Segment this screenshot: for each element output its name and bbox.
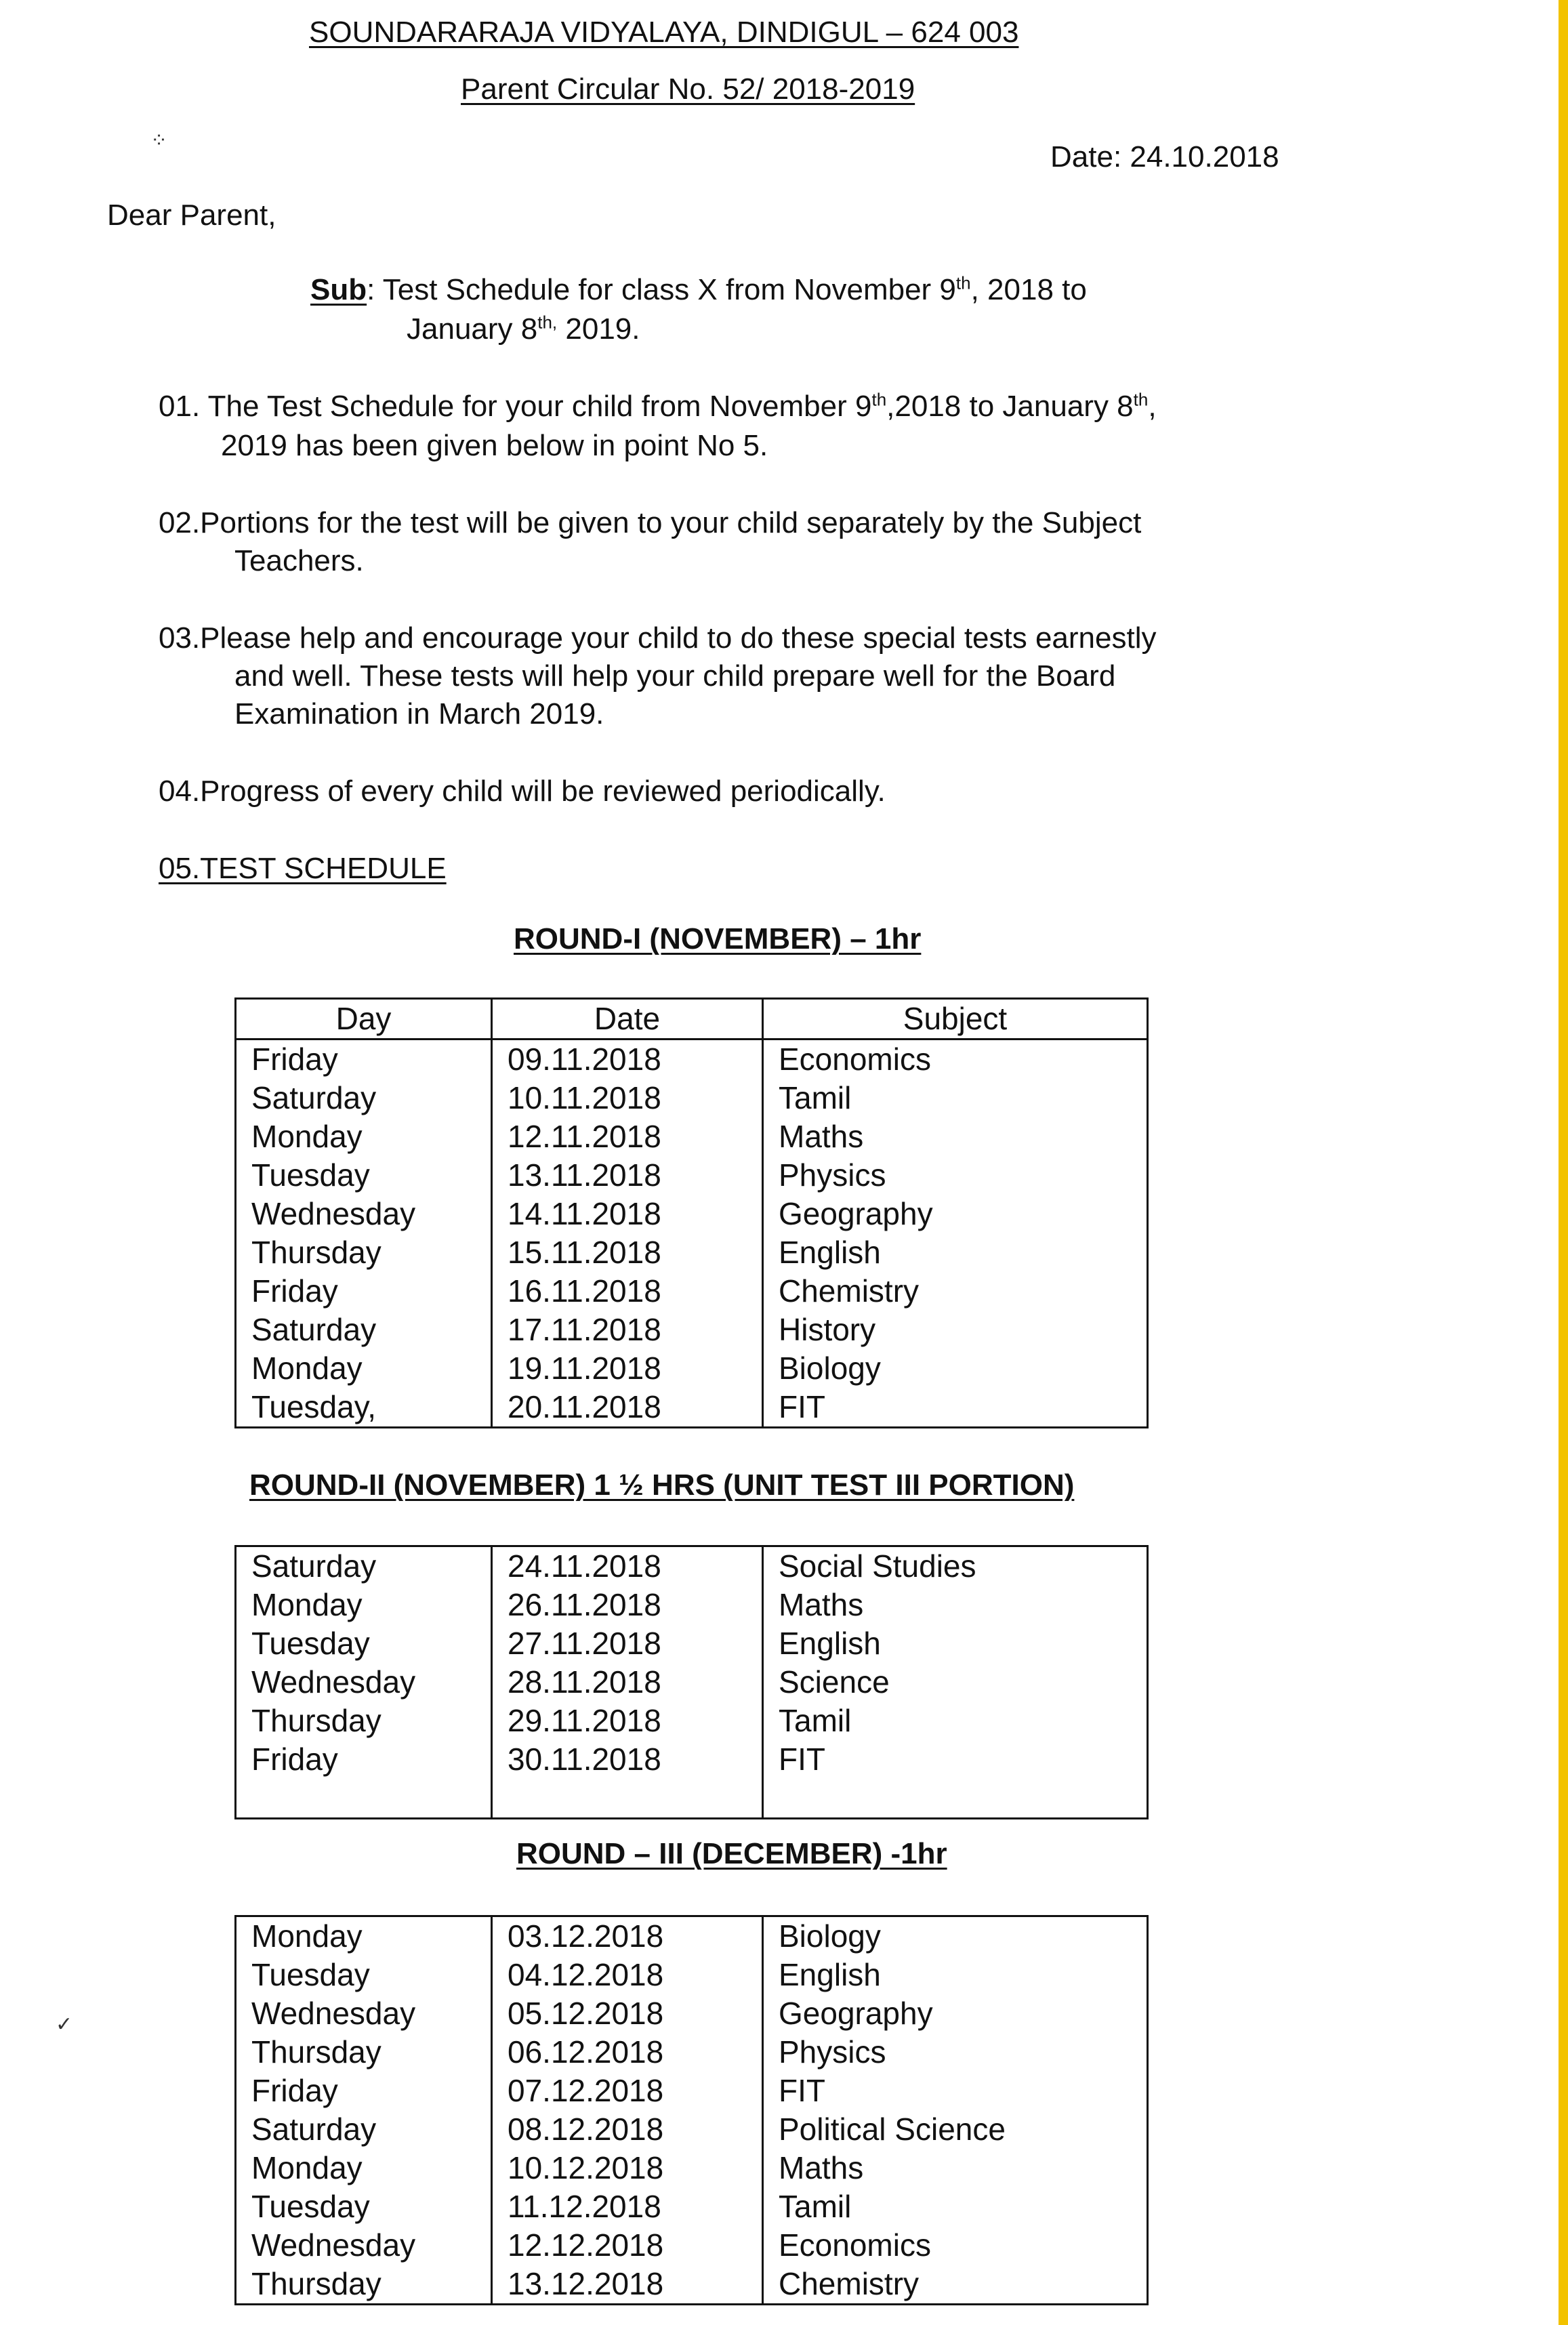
point-03: 03.Please help and encourage your child to do these special tests earnestly (159, 621, 1157, 655)
point-04: 04.Progress of every child will be reviewed periodically. (159, 775, 886, 808)
table-row (236, 1079, 1148, 1117)
date-cell: 05.12.2018 (492, 1994, 763, 2033)
school-name: SOUNDARARAJA VIDYALAYA, DINDIGUL – 624 003 (309, 16, 1019, 49)
ink-speck: ✓ (56, 2013, 73, 2036)
table-row (236, 1272, 1148, 1311)
column-header-date: Date (492, 999, 763, 1040)
day-cell: Monday (236, 2149, 492, 2187)
date-cell: 26.11.2018 (492, 1586, 763, 1624)
subject-cell: Maths (763, 1117, 1148, 1156)
point-03-cont: and well. These tests will help your child prepare well for the Board (234, 659, 1116, 693)
table-row (236, 1702, 1148, 1740)
subject-cell: Biology (763, 1349, 1148, 1388)
date-cell: 30.11.2018 (492, 1740, 763, 1779)
subject-cell: Social Studies (763, 1546, 1148, 1586)
round3-table (234, 1915, 1149, 2305)
subject-cell: Geography (763, 1994, 1148, 2033)
subject-cell: FIT (763, 1388, 1148, 1428)
table-row (236, 2110, 1148, 2149)
round1-table (234, 997, 1149, 1428)
day-cell: Tuesday (236, 2187, 492, 2226)
subject-line-2: January $8^{th,}$ 2019. (407, 312, 640, 346)
date-cell: 12.11.2018 (492, 1117, 763, 1156)
table-row (236, 2033, 1148, 2072)
date-cell: 07.12.2018 (492, 2072, 763, 2110)
date-cell: 10.12.2018 (492, 2149, 763, 2187)
subject-cell: Maths (763, 1586, 1148, 1624)
day-cell: Wednesday (236, 1663, 492, 1702)
subject-cell: Economics (763, 1040, 1148, 1079)
round3-title: ROUND – III (DECEMBER) -1hr (516, 1837, 947, 1870)
subject-cell: Chemistry (763, 2265, 1148, 2305)
table-row (236, 1117, 1148, 1156)
table-row (236, 1233, 1148, 1272)
date-cell: 28.11.2018 (492, 1663, 763, 1702)
day-cell: Wednesday (236, 1994, 492, 2033)
date-cell: 04.12.2018 (492, 1956, 763, 1994)
subject-cell: Tamil (763, 1702, 1148, 1740)
table-row (236, 1994, 1148, 2033)
day-cell: Saturday (236, 1546, 492, 1586)
subject-cell (763, 1779, 1148, 1819)
subject-cell: Economics (763, 2226, 1148, 2265)
day-cell: Monday (236, 1117, 492, 1156)
table-row (236, 2226, 1148, 2265)
subject-cell: History (763, 1311, 1148, 1349)
date-cell: 29.11.2018 (492, 1702, 763, 1740)
day-cell: Tuesday (236, 1624, 492, 1663)
date-cell: 14.11.2018 (492, 1195, 763, 1233)
point-05-heading: 05.TEST SCHEDULE (159, 852, 447, 885)
date-cell (492, 1779, 763, 1819)
day-cell: Friday (236, 1272, 492, 1311)
day-cell: Saturday (236, 1079, 492, 1117)
table-row (236, 1311, 1148, 1349)
table-row (236, 1663, 1148, 1702)
subject-cell: English (763, 1233, 1148, 1272)
day-cell: Monday (236, 1349, 492, 1388)
table-row (236, 2187, 1148, 2226)
subject-label: Sub (310, 273, 367, 306)
date-cell: 12.12.2018 (492, 2226, 763, 2265)
table-row (236, 1349, 1148, 1388)
day-cell: Tuesday (236, 1156, 492, 1195)
table-row (236, 2072, 1148, 2110)
day-cell: Tuesday (236, 1956, 492, 1994)
date-cell: 03.12.2018 (492, 1916, 763, 1956)
subject-cell: English (763, 1956, 1148, 1994)
day-cell: Saturday (236, 1311, 492, 1349)
subject-cell: English (763, 1624, 1148, 1663)
table-row (236, 1586, 1148, 1624)
day-cell: Saturday (236, 2110, 492, 2149)
table-row (236, 1546, 1148, 1586)
subject-cell: Tamil (763, 2187, 1148, 2226)
point-03-cont-2: Examination in March 2019. (234, 697, 604, 731)
subject-cell: Tamil (763, 1079, 1148, 1117)
ink-speck: ⁘ (150, 129, 168, 152)
date-cell: 13.12.2018 (492, 2265, 763, 2305)
subject-cell: FIT (763, 1740, 1148, 1779)
round1-title: ROUND-I (NOVEMBER) – 1hr (514, 922, 922, 955)
page-edge-strip (1559, 0, 1568, 2325)
subject-cell: FIT (763, 2072, 1148, 2110)
day-cell: Tuesday, (236, 1388, 492, 1428)
table-row (236, 1040, 1148, 1079)
date-cell: 08.12.2018 (492, 2110, 763, 2149)
table-row (236, 1916, 1148, 1956)
subject-cell: Physics (763, 1156, 1148, 1195)
table-row (236, 1740, 1148, 1779)
column-header-subject: Subject (763, 999, 1148, 1040)
day-cell: Thursday (236, 2265, 492, 2305)
date-cell: 24.11.2018 (492, 1546, 763, 1586)
subject-cell: Geography (763, 1195, 1148, 1233)
day-cell: Friday (236, 1040, 492, 1079)
date-cell: 15.11.2018 (492, 1233, 763, 1272)
day-cell: Thursday (236, 2033, 492, 2072)
subject-line: Sub: Test Schedule for class X from November 9th, 2018 to (310, 272, 1087, 306)
circular-date: Date: 24.10.2018 (1050, 140, 1279, 173)
table-row (236, 1624, 1148, 1663)
point-02-cont: Teachers. (234, 544, 364, 577)
date-cell: 11.12.2018 (492, 2187, 763, 2226)
day-cell: Wednesday (236, 1195, 492, 1233)
date-cell: 10.11.2018 (492, 1079, 763, 1117)
date-cell: 20.11.2018 (492, 1388, 763, 1428)
day-cell: Thursday (236, 1233, 492, 1272)
date-cell: 16.11.2018 (492, 1272, 763, 1311)
subject-cell: Biology (763, 1916, 1148, 1956)
date-cell: 13.11.2018 (492, 1156, 763, 1195)
subject-cell: Science (763, 1663, 1148, 1702)
date-cell: 19.11.2018 (492, 1349, 763, 1388)
day-cell: Monday (236, 1586, 492, 1624)
date-cell: 17.11.2018 (492, 1311, 763, 1349)
day-cell: Wednesday (236, 2226, 492, 2265)
subject-cell: Maths (763, 2149, 1148, 2187)
subject-cell: Chemistry (763, 1272, 1148, 1311)
table-row (236, 1195, 1148, 1233)
round2-title: ROUND-II (NOVEMBER) 1 ½ HRS (UNIT TEST III PORTION) (249, 1468, 1075, 1502)
table-header-row (236, 999, 1148, 1040)
point-02: 02.Portions for the test will be given to your child separately by the Subject (159, 506, 1142, 539)
circular-number: Parent Circular No. 52/ 2018-2019 (461, 73, 915, 106)
day-cell: Monday (236, 1916, 492, 1956)
subject-cell: Political Science (763, 2110, 1148, 2149)
table-row (236, 1956, 1148, 1994)
greeting: Dear Parent, (107, 199, 276, 232)
day-cell: Thursday (236, 1702, 492, 1740)
table-row (236, 2149, 1148, 2187)
point-01: 01. The Test Schedule for your child from November 9th,2018 to January 8th, (159, 389, 1157, 423)
day-cell: Friday (236, 2072, 492, 2110)
table-row (236, 1156, 1148, 1195)
point-01-cont: 2019 has been given below in point No 5. (221, 429, 768, 462)
day-cell: Friday (236, 1740, 492, 1779)
day-cell (236, 1779, 492, 1819)
table-row (236, 1779, 1148, 1819)
table-row (236, 2265, 1148, 2305)
table-row (236, 1388, 1148, 1428)
column-header-day: Day (236, 999, 492, 1040)
round2-table (234, 1545, 1149, 1819)
date-cell: 27.11.2018 (492, 1624, 763, 1663)
date-cell: 06.12.2018 (492, 2033, 763, 2072)
date-cell: 09.11.2018 (492, 1040, 763, 1079)
subject-cell: Physics (763, 2033, 1148, 2072)
